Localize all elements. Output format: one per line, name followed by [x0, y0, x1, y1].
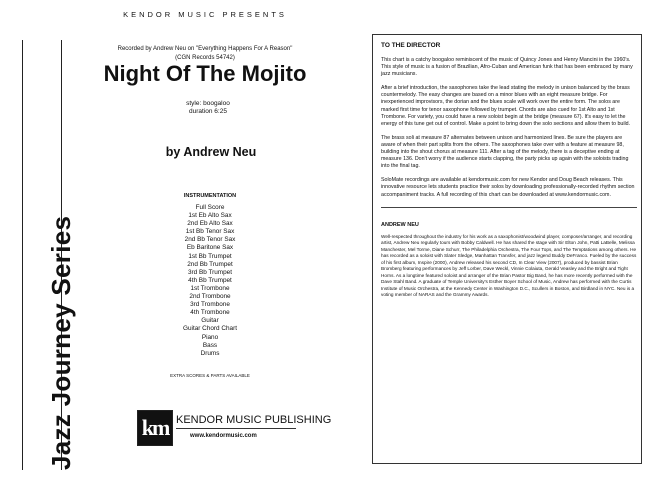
instrument-item: 2nd Bb Trumpet — [187, 260, 233, 268]
instrument-item: Guitar — [201, 317, 219, 325]
instrument-item: Bass — [202, 341, 218, 349]
logo-letters: km — [141, 415, 169, 440]
section-divider — [381, 207, 637, 208]
instrumentation-list — [160, 204, 260, 358]
instrument-item: 3rd Bb Trumpet — [187, 268, 233, 276]
instrument-item: 2nd Eb Alto Sax — [187, 220, 233, 228]
instrument-item: Piano — [201, 333, 219, 341]
extra-parts-note: EXTRA SCORES & PARTS AVAILABLE — [170, 373, 250, 378]
instrument-item: 3rd Trombone — [190, 301, 230, 309]
bio-heading: ANDREW NEU — [381, 221, 419, 228]
publisher-presents: KENDOR MUSIC PRESENTS — [123, 10, 287, 19]
piece-duration: duration 6:25 — [189, 108, 227, 115]
director-paragraph: After a brief introduction, the saxophones take the lead stating the melody in unison balanced by the brass countermelody. The easy changes are based on a minor blues with an eight measure bridge. For inexperienced improvisors, the dorian and the blues scale will work over the entire form. The solos are marked first time for tenor saxophone followed by trumpet. Chords are also cued for 1st Alto and 1st Trombone. For variety, you could have a new soloist begin at the bridge (measure 67). It's easy to let the energy of this tune get out of control. Make a point to bring down the solo sections and allow them to build. — [381, 85, 631, 127]
series-title: Jazz Journey Series — [46, 215, 76, 470]
instrument-item: 2nd Trombone — [189, 293, 231, 301]
instrument-item: 1st Eb Alto Sax — [188, 212, 232, 220]
instrumentation-heading: INSTRUMENTATION — [183, 193, 237, 199]
instrument-item: 1st Trombone — [190, 284, 230, 292]
instrument-item: 4th Trombone — [190, 309, 230, 317]
piece-style: style: boogaloo — [186, 100, 230, 107]
publisher-website: www.kendormusic.com — [190, 433, 257, 439]
instrument-item: 2nd Bb Tenor Sax — [184, 236, 236, 244]
director-notes-heading: TO THE DIRECTOR — [381, 42, 441, 49]
instrument-item: 1st Bb Tenor Sax — [185, 228, 235, 236]
instrument-item: 4th Bb Trumpet — [188, 276, 232, 284]
publisher-name: KENDOR MUSIC PUBLISHING — [176, 414, 332, 426]
notes-page — [381, 42, 637, 299]
recording-catalog-number: (CGN Records 54742) — [175, 55, 235, 61]
instrument-item: 1st Bb Trumpet — [188, 252, 232, 260]
director-paragraph: The brass soli at measure 87 alternates between unison and harmonized lines. Be sure the players are aware of when their part splits from the others. The saxophones take over with a feature at measure 98, building into the shout chorus at measure 111. After a tag of the melody, there is a deceptive ending at measure 136. Don't worry if the audience starts clapping, the party picks up again with the soloists trading into the final tag. — [381, 134, 629, 170]
director-paragraph: SoloMate recordings are available at kendormusic.com for new Kendor and Doug Beach releases. This innovative resource lets students practice their solos by downloading professionally-recorded rhythm section accompaniment tracks. A full recording of this chart can be downloaded at www.kendormusic.com. — [381, 177, 635, 198]
recording-credit: Recorded by Andrew Neu on "Everything Happens For A Reason" — [117, 46, 293, 52]
composer-credit: by Andrew Neu — [165, 145, 257, 159]
kendor-logo — [137, 410, 173, 446]
instrument-item: Guitar Chord Chart — [183, 325, 237, 333]
piece-title: Night Of The Mojito — [103, 61, 307, 86]
director-paragraph: This chart is a catchy boogaloo reminiscent of the music of Quincy Jones and Henry Mancini in the 1960's. This style of music is a fusion of Brazilian, Afro-Cuban and American funk that has been embraced by many jazz musicians. — [381, 57, 633, 78]
instrument-item: Full Score — [195, 204, 225, 211]
publisher-divider — [176, 428, 296, 429]
instrument-item: Drums — [200, 349, 220, 357]
instrument-item: Eb Baritone Sax — [186, 244, 234, 252]
bio-paragraph: Well-respected throughout the industry for his work as a saxophonist/woodwind player, composer/arranger, and recording artist, Andrew Neu regularly tours with Bobby Caldwell. He has shared the stage with Sir Elton John, Patti LaBelle, Melissa Manchester, Mel Torme, Diane Schurr, The Philadelphia Orchestra, The Four Tops, and The Temptations among others. He has recorded as a soloist with Slater Sledge, Manhattan Transfer, and jazz legend Buddy DeFranco. Fueled by the success of his first album, Inspire (2000), Andrew released his second CD, In Clear View (2007), produced by bassist Brian Bromberg featuring performances by Jeff Lorber, Dave Weckl, Vinnie Colaiuta, Gerald Veasley and the Bright and Tight Horns. As a longtime featured soloist and arranger of the Brian Pastor Big Band, he has more recently performed with the Dave Stahl Band. A graduate of Temple University's Esther Boyer School of Music, Andrew has performed with the Curtis Institute of Music Orchestra, at the Kennedy Center in Washington D.C., Scullers in Boston, and Birdland in NYC. Neu is a voting member of NARAS and the Grammy Awards. — [381, 233, 637, 298]
